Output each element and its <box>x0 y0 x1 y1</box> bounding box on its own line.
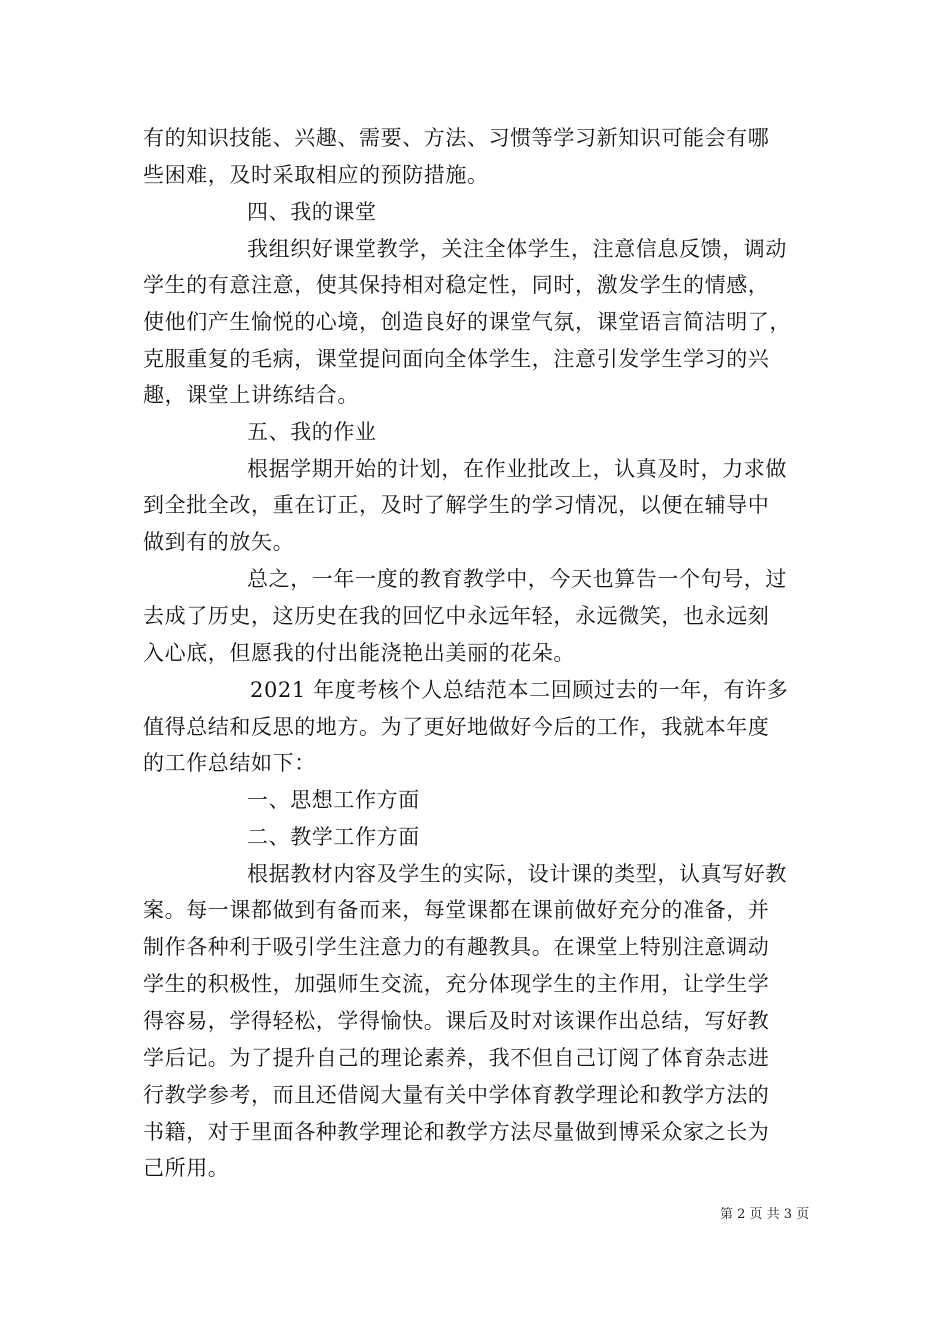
text-line: 书籍，对于里面各种教学理论和教学方法尽量做到博采众家之长为 <box>143 1120 770 1144</box>
section-heading: 一、思想工作方面 <box>247 788 420 812</box>
text-line: 些困难，及时采取相应的预防措施。 <box>143 163 489 187</box>
text-line: 学生的积极性，加强师生交流，充分体现学生的主作用，让学生学 <box>143 972 770 996</box>
text-line: 到全批全改，重在订正，及时了解学生的学习情况，以便在辅导中 <box>143 493 770 517</box>
text-line: 的工作总结如下： <box>143 751 316 775</box>
text-line: 趣，课堂上讲练结合。 <box>143 383 359 407</box>
text-line: 我组织好课堂教学，关注全体学生，注意信息反馈，调动 <box>247 237 787 261</box>
text-line: 学生的有意注意，使其保持相对稳定性，同时，激发学生的情感， <box>143 273 770 297</box>
text-line: 根据学期开始的计划，在作业批改上，认真及时，力求做 <box>247 457 787 481</box>
text-line: 有的知识技能、兴趣、需要、方法、习惯等学习新知识可能会有哪 <box>143 126 770 150</box>
text-line: 去成了历史，这历史在我的回忆中永远年轻，永远微笑，也永远刻 <box>143 604 770 628</box>
text-line: 行教学参考，而且还借阅大量有关中学体育教学理论和教学方法的 <box>143 1083 770 1107</box>
text-line: 值得总结和反思的地方。为了更好地做好今后的工作，我就本年度 <box>143 715 770 739</box>
text-line: 总之，一年一度的教育教学中，今天也算告一个句号，过 <box>247 567 787 591</box>
text-line: 克服重复的毛病，课堂提问面向全体学生，注意引发学生学习的兴 <box>143 347 770 371</box>
text-line: 2021 年度考核个人总结范本二回顾过去的一年，有许多 <box>250 678 789 702</box>
page-number: 第 2 页 共 3 页 <box>720 1207 810 1222</box>
text-line: 做到有的放矢。 <box>143 530 295 554</box>
text-line: 根据教材内容及学生的实际，设计课的类型，认真写好教 <box>247 862 787 886</box>
text-line: 入心底，但愿我的付出能浇艳出美丽的花朵。 <box>143 641 575 665</box>
section-heading: 二、教学工作方面 <box>247 825 420 849</box>
text-line: 使他们产生愉悦的心境，创造良好的课堂气氛，课堂语言简洁明了， <box>143 310 791 334</box>
text-line: 制作各种利于吸引学生注意力的有趣教具。在课堂上特别注意调动 <box>143 935 770 959</box>
section-heading: 四、我的课堂 <box>247 200 377 224</box>
text-line: 得容易，学得轻松，学得愉快。课后及时对该课作出总结，写好教 <box>143 1009 770 1033</box>
text-line: 案。每一课都做到有备而来，每堂课都在课前做好充分的准备，并 <box>143 898 770 922</box>
section-heading: 五、我的作业 <box>247 420 377 444</box>
text-line: 己所用。 <box>143 1156 230 1180</box>
text-line: 学后记。为了提升自己的理论素养，我不但自己订阅了体育杂志进 <box>143 1046 770 1070</box>
